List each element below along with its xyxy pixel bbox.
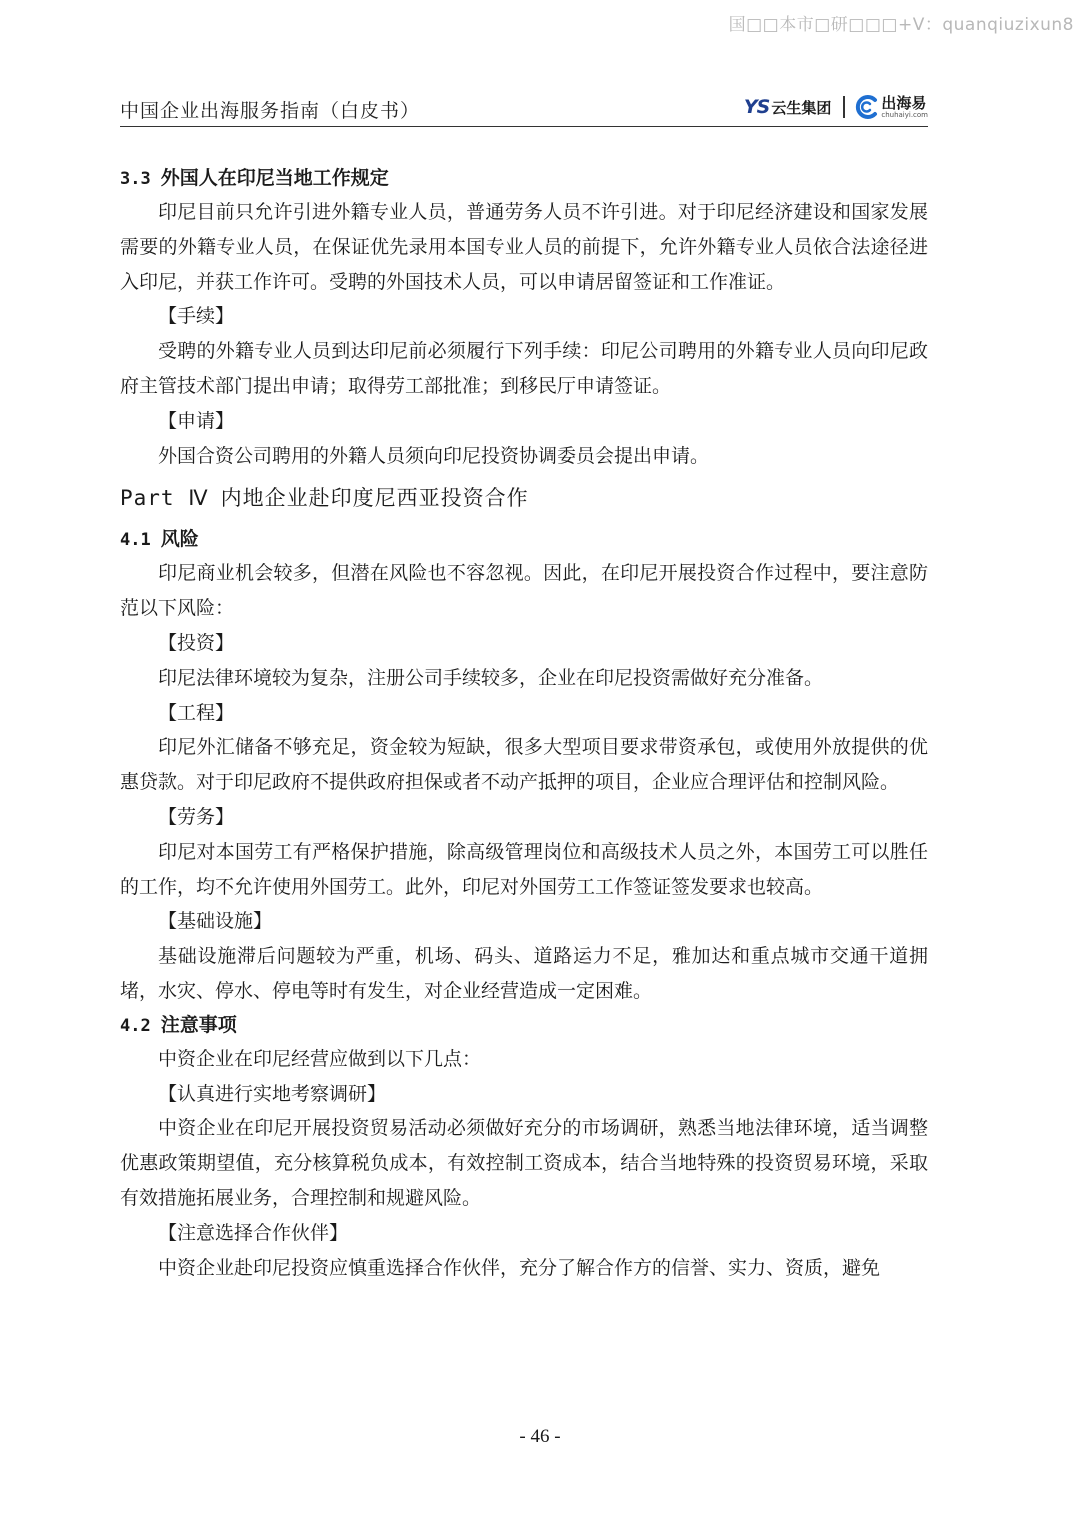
page-header	[120, 92, 928, 127]
paragraph: 受聘的外籍专业人员到达印尼前必须履行下列手续：印尼公司聘用的外籍专业人员向印尼政府主管技术部门提出申请；取得劳工部批准；到移民厅申请签证。	[120, 340, 928, 397]
paragraph: 外国合资公司聘用的外籍人员须向印尼投资协调委员会提出申请。	[158, 444, 710, 467]
chuhaiyi-url: chuhaiyi.com	[881, 110, 928, 119]
section-number: 4.2	[120, 1015, 151, 1036]
section-number: 3.3	[120, 169, 151, 189]
subheading-tag: 【劳务】	[158, 805, 235, 828]
logo-divider	[843, 96, 845, 118]
section-heading-4-1	[120, 523, 928, 556]
section-number: 4.1	[120, 530, 151, 551]
subheading-tag: 【工程】	[158, 701, 235, 724]
ys-logo-mark: YS	[743, 96, 770, 118]
section-title: 风险	[160, 528, 199, 551]
header-logos	[744, 92, 928, 122]
chuhaiyi-name: 出海易	[881, 93, 927, 112]
paragraph: 基础设施滞后问题较为严重，机场、码头、道路运力不足，雅加达和重点城市交通干道拥堵，水灾、停水、停电等时有发生，对企业经营造成一定困难。	[120, 945, 928, 1002]
subheading-tag: 【投资】	[158, 631, 235, 654]
paragraph: 中资企业在印尼经营应做到以下几点：	[158, 1047, 482, 1070]
part-label: Part Ⅳ	[120, 486, 209, 511]
subheading-tag: 【注意选择合作伙伴】	[158, 1221, 349, 1244]
subheading-tag: 【基础设施】	[158, 910, 273, 933]
chuhaiyi-logo	[855, 95, 928, 119]
paragraph: 中资企业赴印尼投资应慎重选择合作伙伴，充分了解合作方的信誉、实力、资质，避免	[158, 1256, 881, 1279]
paragraph: 印尼商业机会较多，但潜在风险也不容忽视。因此，在印尼开展投资合作过程中，要注意防范以下风险：	[120, 562, 928, 620]
ys-group-name: 云生集团	[771, 98, 832, 117]
subheading-tag: 【认真进行实地考察调研】	[158, 1082, 387, 1105]
part-heading	[120, 481, 928, 515]
page-number: - 46 -	[519, 1426, 561, 1447]
subheading-tag: 【申请】	[158, 409, 235, 432]
paragraph: 印尼外汇储备不够充足，资金较为短缺，很多大型项目要求带资承包，或使用外放提供的优惠贷款。对于印尼政府不提供政府担保或者不动产抵押的项目，企业应合理评估和控制风险。	[120, 736, 928, 794]
watermark-text: 国□□本市□研□□□+V：quanqiuzixun8	[728, 15, 1074, 35]
paragraph: 印尼对本国劳工有严格保护措施，除高级管理岗位和高级技术人员之外，本国劳工可以胜任的工作，均不允许使用外国劳工。此外，印尼对外国劳工工作签证签发要求也较高。	[120, 840, 928, 898]
page-body	[120, 162, 928, 1285]
part-title: 内地企业赴印度尼西亚投资合作	[220, 486, 529, 511]
section-heading-4-2	[120, 1009, 928, 1042]
paragraph: 印尼目前只允许引进外籍专业人员，普通劳务人员不许引进。对于印尼经济建设和国家发展需要的外籍专业人员，在保证优先录用本国专业人员的前提下，允许外籍专业人员依合法途径进入印尼，并获工作许可。受聘的外国技术人员，可以申请居留签证和工作准证。	[120, 201, 928, 293]
section-heading-3-3	[120, 162, 928, 195]
section-title: 注意事项	[160, 1013, 237, 1036]
header-title: 中国企业出海服务指南（白皮书）	[120, 100, 421, 122]
subheading-tag: 【手续】	[158, 305, 235, 328]
chuhaiyi-logo-icon	[855, 95, 879, 119]
paragraph: 印尼法律环境较为复杂，注册公司手续较多，企业在印尼投资需做好充分准备。	[158, 666, 824, 689]
section-title: 外国人在印尼当地工作规定	[160, 167, 389, 189]
paragraph: 中资企业在印尼开展投资贸易活动必须做好充分的市场调研，熟悉当地法律环境，适当调整优惠政策期望值，充分核算税负成本，有效控制工资成本，结合当地特殊的投资贸易环境，采取有效措施拓展业务，合理控制和规避风险。	[120, 1117, 928, 1209]
